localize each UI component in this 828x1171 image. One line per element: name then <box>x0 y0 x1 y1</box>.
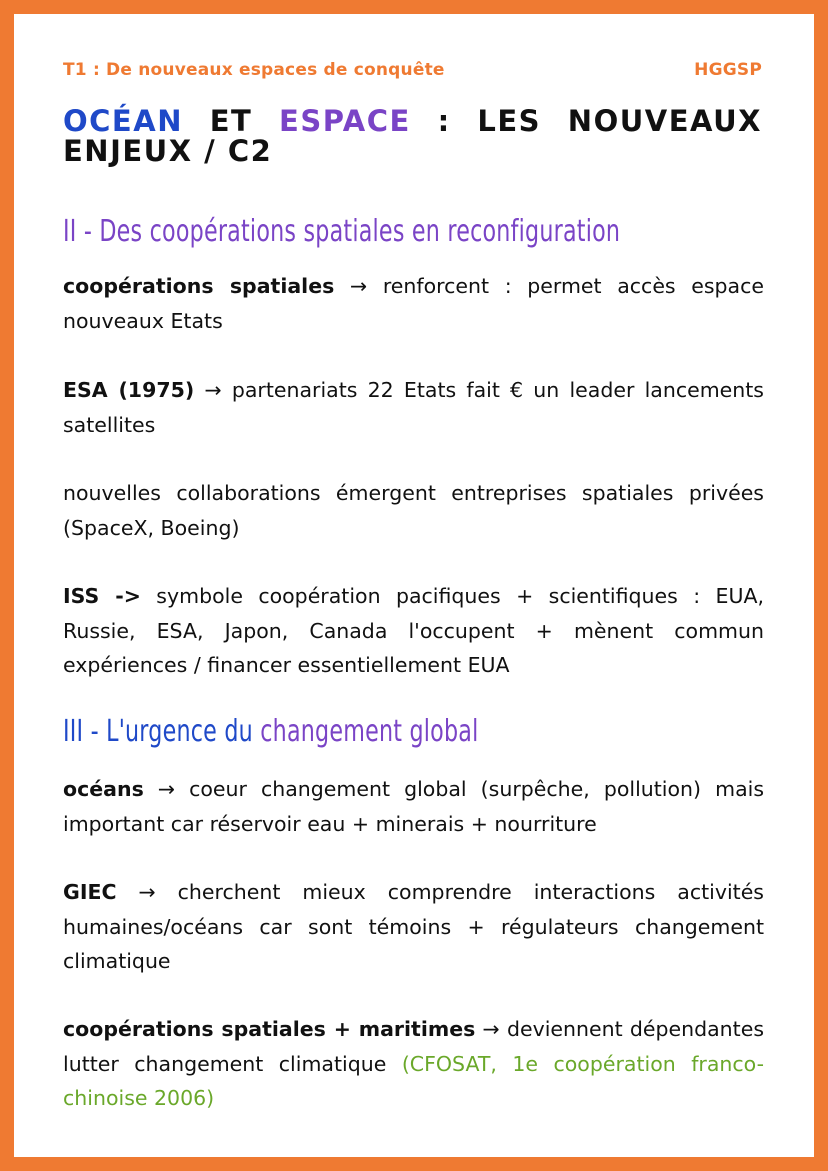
page-header <box>63 60 762 80</box>
paragraph-cooperations <box>63 269 764 338</box>
paragraph-oceans <box>63 772 764 841</box>
arrow: → <box>194 378 232 402</box>
term: GIEC <box>63 880 117 904</box>
paragraph-iss <box>63 579 764 683</box>
title-et: ET <box>182 104 280 138</box>
paragraph-text: deviennent dépendantes lutter changement climatique <box>63 1017 764 1076</box>
paragraph-text: nouvelles collaborations émergent entreprises spatiales privées (SpaceX, Boeing) <box>63 481 764 540</box>
page-title <box>63 106 762 166</box>
arrow: → <box>143 777 190 801</box>
term: ESA (1975) <box>63 378 195 402</box>
subject-label: HGGSP <box>694 60 762 80</box>
paragraph-text: partenariats 22 Etats fait € un leader lancements satellites <box>63 378 764 437</box>
heading-part-2: changement global <box>260 714 479 749</box>
title-ocean: OCÉAN <box>63 104 183 138</box>
example-note: (CFOSAT, 1e coopération franco-chinoise 2006) <box>63 1051 764 1110</box>
term: ISS -> <box>63 584 141 608</box>
arrow: → <box>334 274 383 298</box>
paragraph-text: coeur changement global (surpêche, pollution) mais important car réservoir eau + minerais + nourriture <box>63 777 765 836</box>
paragraph-text: renforcent : permet accès espace nouveaux Etats <box>63 274 765 333</box>
section-2-heading: II - Des coopérations spatiales en reconfiguration <box>63 214 621 249</box>
paragraph-esa <box>63 373 764 442</box>
section-3-heading <box>63 714 479 750</box>
heading-part-1: III - L'urgence du <box>63 714 261 749</box>
paragraph-collaborations <box>63 476 764 545</box>
chapter-label: T1 : De nouveaux espaces de conquête <box>63 60 445 80</box>
term: coopérations spatiales + maritimes <box>63 1017 476 1041</box>
paragraph-cooperations-maritimes <box>63 1012 764 1116</box>
term: coopérations spatiales <box>63 274 335 298</box>
arrow: → <box>475 1017 507 1041</box>
term: océans <box>63 777 144 801</box>
title-espace: ESPACE <box>279 104 411 138</box>
paragraph-giec <box>63 875 764 979</box>
document-page <box>14 14 814 1157</box>
title-rest: : LES NOUVEAUX ENJEUX / C2 <box>63 104 762 168</box>
paragraph-text: cherchent mieux comprendre interactions activités humaines/océans car sont témoins + régulateurs changement climatique <box>63 880 764 973</box>
arrow: → <box>116 880 178 904</box>
paragraph-text: symbole coopération pacifiques + scientifiques : EUA, Russie, ESA, Japon, Canada l'occupent + mènent commun expériences / financer essentiellement EUA <box>63 584 764 677</box>
